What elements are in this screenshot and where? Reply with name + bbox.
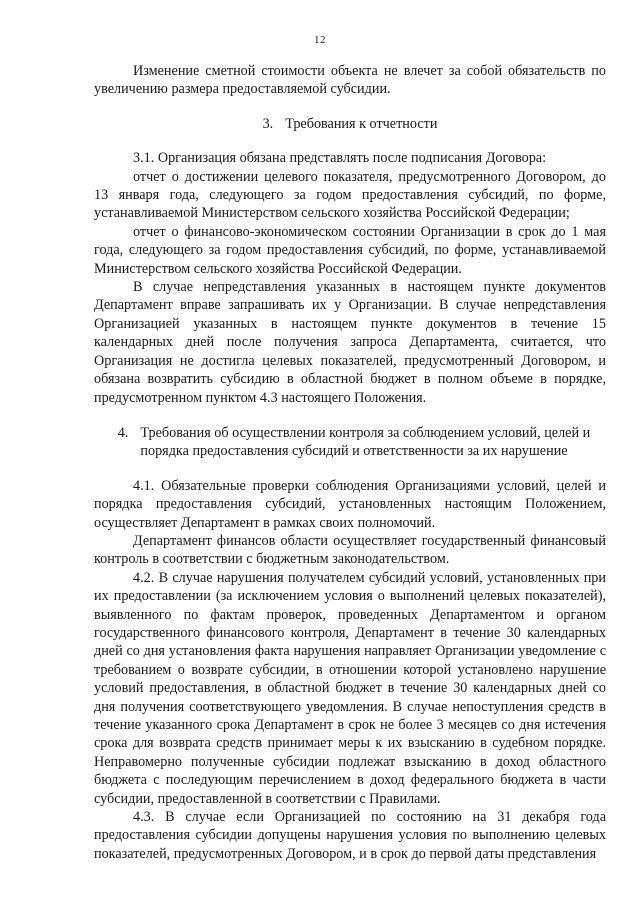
section-heading-4 bbox=[94, 424, 606, 461]
paragraph-4-1: 4.1. Обязательные проверки соблюдения Организациями условий, целей и порядка предоставления субсидий, установленных настоящим Положением, осуществляет Департамент в рамках своих полномочий. bbox=[94, 477, 606, 531]
section-number-3: 3. bbox=[262, 115, 274, 132]
section-title-3: Требования к отчетности bbox=[285, 115, 438, 132]
paragraph-3-1: 3.1. Организация обязана представлять после подписания Договора: bbox=[133, 150, 547, 167]
document-body bbox=[94, 62, 606, 863]
paragraph-4-1-finance-control: Департамент финансов области осуществляет государственный финансовый контроль в соответствии с бюджетным законодательством. bbox=[94, 532, 606, 568]
page-number: 12 bbox=[314, 34, 326, 46]
paragraph-4-3: 4.3. В случае если Организацией по состоянию на 31 декабря года предоставления субсидии допущены нарушения условия по выполнению целевых показателей, предусмотренных Договором, и в срок до первой даты представления bbox=[94, 809, 606, 862]
section-heading-3 bbox=[94, 115, 606, 133]
section-number-4: 4. bbox=[117, 424, 129, 441]
paragraph-3-1-report-target: отчет о достижении целевого показателя, предусмотренного Договором, до 13 января года, следующего за годом предоставления субсидий, по форме, устанавливаемой Министерством сельского хозяйства Российской Федерации; bbox=[94, 168, 606, 222]
paragraph-3-1-nonsubmission: В случае непредставления указанных в настоящем пункте документов Департамент вправе запрашивать их у Организации. В случае непредставления Организацией указанных в настоящем пункте документов в течение 15 календарных дней после получения запроса Департамента, считается, что Организация не достигла целевых показателей, предусмотренный Договором, и обязана возвратить субсидию в областной бюджет в полном объеме в порядке, предусмотренном пунктом 4.3 настоящего Положения. bbox=[94, 279, 606, 406]
paragraph-3-1-report-finance: отчет о финансово-экономическом состоянии Организации в срок до 1 мая года, следующего за годом предоставления субсидий, по форме, устанавливаемой Министерством сельского хозяйства Российской Федерации. bbox=[94, 223, 606, 277]
paragraph-estimate-change: Изменение сметной стоимости объекта не влечет за собой обязательств по увеличению размера предоставляемой субсидии. bbox=[94, 63, 606, 98]
section-title-4: Требования об осуществлении контроля за соблюдением условий, целей и порядка предоставления субсидий и ответственности за их нарушение bbox=[140, 424, 591, 460]
paragraph-4-2: 4.2. В случае нарушения получателем субсидий условий, установленных при их предоставлении (за исключением условия о выполнений целевых показателей), выявленного по фактам проверок, проведенных Департаментом и органом государственного финансового контроля, Департамент в течение 30 календарных дней со дня установления факта нарушения направляет Организации уведомление с требованием о возврате субсидии, в отношении которой установлено нарушение условий предоставления, в областной бюджет в течение 30 календарных дней со дня получения соответствующего уведомления. В случае непоступления средств в течение указанного срока Департамент в срок не более 3 месяцев со дня истечения срока для возврата средств принимает меры к их взысканию в судебном порядке. Неправомерно полученные субсидии подлежат взысканию в доход областного бюджета с последующим перечислением в доход федерального бюджета в части субсидии, предоставленной в соответствии с Правилами. bbox=[94, 569, 606, 807]
